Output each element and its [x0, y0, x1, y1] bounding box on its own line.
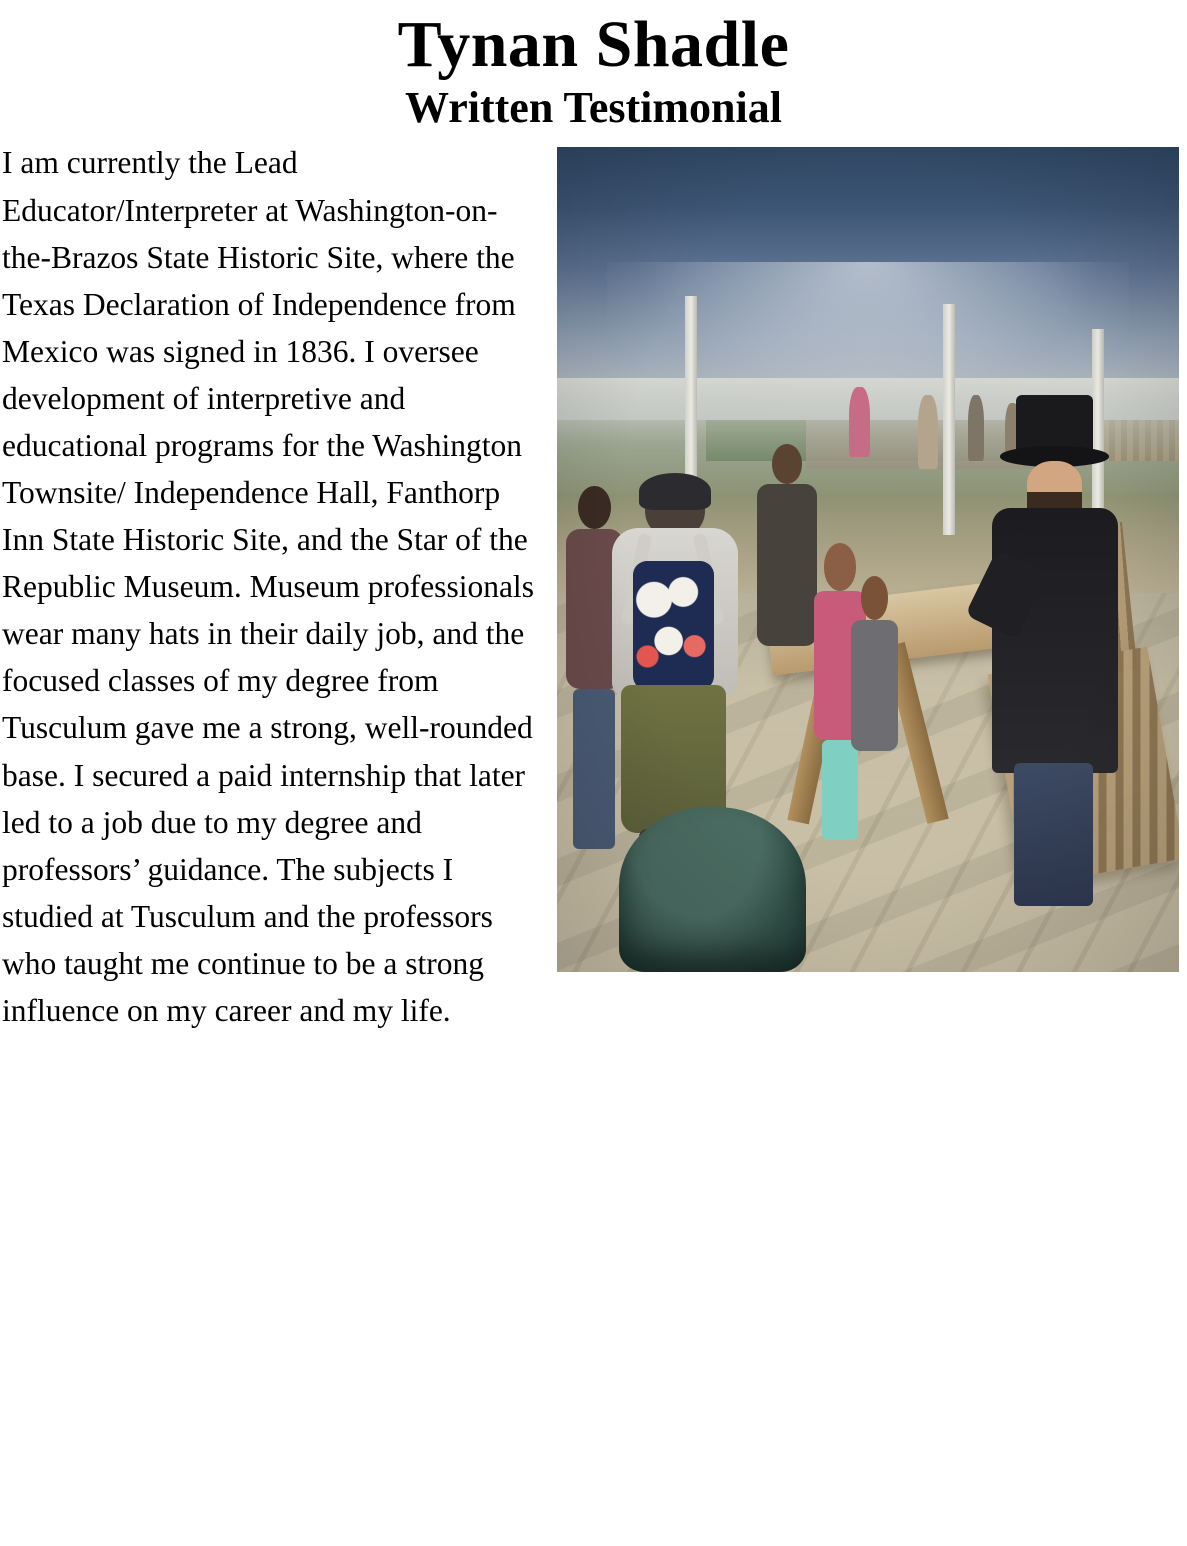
- testimonial-paragraph: I am currently the Lead Educator/Interpreter at Washington-on-the-Brazos State Historic Site, where the Texas Declaration of Independence from Mexico was signed in 1836. I oversee development of interpretive and educational programs for the Washington Townsite/ Independence Hall, Fanthorp Inn State Historic Site, and the Star of the Republic Museum. Museum professionals wear many hats in their daily job, and the focused classes of my degree from Tusculum gave me a strong, well-rounded base. I secured a paid internship that later led to a job due to my degree and professors’ guidance. The subjects I studied at Tusculum and the professors who taught me continue to be a strong influence on my career and my life.: [2, 145, 534, 1028]
- page-subtitle: Written Testimonial: [405, 83, 782, 133]
- page-title: Tynan Shadle: [397, 8, 790, 81]
- testimonial-page: [0, 10, 1187, 1546]
- testimonial-body-wrap: [0, 139, 1187, 1033]
- photo-vignette: [557, 147, 1179, 972]
- testimonial-photo: [557, 147, 1179, 972]
